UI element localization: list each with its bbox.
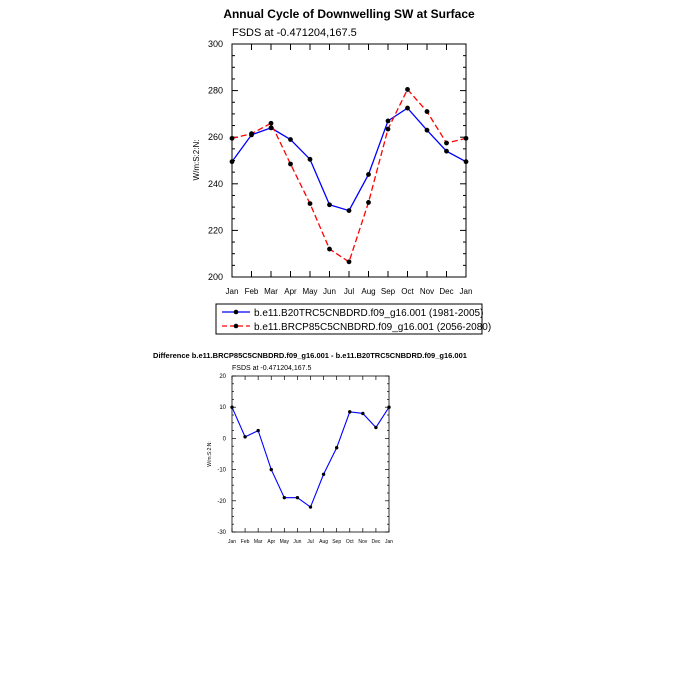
bottom-axis-ticks — [217, 374, 393, 545]
bottom-x-tick-label: Jun — [293, 539, 302, 545]
top-y-tick-label: 200 — [207, 272, 223, 282]
bottom-y-tick-label: -10 — [217, 467, 226, 474]
top-series-line-0 — [232, 108, 466, 211]
top-y-tick-label: 220 — [207, 225, 223, 236]
bottom-chart — [153, 351, 467, 545]
top-x-tick-label: Apr — [284, 287, 297, 296]
bottom-x-tick-label: May — [279, 539, 290, 545]
top-x-tick-label: Mar — [264, 287, 278, 296]
top-y-tick-label: 300 — [207, 39, 223, 49]
bottom-y-tick-label: 20 — [219, 374, 226, 380]
bottom-data-point-0 — [335, 446, 338, 449]
top-data-point-0 — [425, 128, 430, 133]
top-data-point-1 — [425, 109, 430, 114]
legend-label-future: b.e11.BRCP85C5CNBDRD.f09_g16.001 (2056-2080) — [254, 322, 492, 333]
top-y-tick-label: 260 — [207, 132, 223, 143]
bottom-chart-subtitle: FSDS at -0.471204,167.5 — [232, 365, 312, 372]
bottom-data-point-0 — [243, 435, 246, 438]
bottom-data-point-0 — [296, 496, 299, 499]
top-data-point-1 — [347, 259, 352, 264]
legend-marker-future — [234, 324, 239, 329]
top-chart — [192, 7, 491, 334]
bottom-x-tick-label: Apr — [267, 539, 276, 545]
bottom-data-point-0 — [361, 412, 364, 415]
top-x-tick-label: Oct — [401, 287, 414, 296]
top-legend — [216, 304, 491, 334]
bottom-x-tick-label: Oct — [345, 539, 354, 545]
top-data-point-0 — [464, 159, 469, 164]
top-data-point-0 — [269, 125, 274, 130]
top-y-axis-label: W/m:S:2:N: — [192, 139, 201, 181]
top-data-point-0 — [308, 157, 313, 162]
bottom-data-point-0 — [309, 505, 312, 508]
bottom-y-tick-label: -20 — [217, 498, 226, 505]
top-x-tick-label: Jan — [459, 287, 473, 296]
top-chart-title: Annual Cycle of Downwelling SW at Surface — [223, 7, 475, 21]
top-x-tick-label: Dec — [439, 287, 454, 296]
legend-marker-historical — [234, 310, 239, 315]
bottom-x-tick-label: Jan — [227, 539, 237, 545]
top-data-point-1 — [444, 141, 449, 146]
top-data-point-0 — [366, 172, 371, 177]
top-x-tick-label: Jun — [323, 287, 336, 296]
top-series-line-1 — [232, 89, 466, 261]
top-data-point-1 — [249, 131, 254, 136]
top-x-tick-label: May — [302, 287, 318, 296]
top-x-tick-label: Jan — [225, 287, 239, 296]
top-data-point-0 — [405, 106, 410, 111]
bottom-data-point-0 — [387, 406, 390, 409]
top-data-point-0 — [288, 137, 293, 142]
top-data-point-1 — [269, 121, 274, 126]
bottom-x-tick-label: Jul — [307, 539, 314, 545]
top-data-point-1 — [405, 87, 410, 92]
bottom-data-point-0 — [283, 496, 286, 499]
bottom-data-point-0 — [256, 429, 259, 432]
bottom-series-line-0 — [232, 407, 389, 507]
top-data-point-1 — [327, 247, 332, 252]
top-x-tick-label: Sep — [380, 287, 396, 296]
top-data-point-0 — [444, 149, 449, 154]
top-data-point-0 — [386, 118, 391, 123]
bottom-data-point-0 — [348, 410, 351, 413]
bottom-series-group — [230, 406, 390, 509]
top-axis-ticks — [208, 39, 472, 296]
top-data-point-1 — [288, 162, 293, 167]
top-chart-subtitle: FSDS at -0.471204,167.5 — [232, 27, 357, 39]
bottom-y-axis-label: W/m:S:2:N: — [207, 441, 213, 467]
top-data-point-1 — [308, 201, 313, 206]
legend-label-historical: b.e11.B20TRC5CNBDRD.f09_g16.001 (1981-2005) — [254, 308, 484, 319]
bottom-x-tick-label: Nov — [358, 539, 368, 545]
bottom-x-tick-label: Aug — [319, 539, 329, 545]
top-x-tick-label: Aug — [361, 287, 376, 296]
bottom-x-tick-label: Mar — [253, 539, 263, 545]
top-x-tick-label: Nov — [419, 287, 435, 296]
bottom-x-tick-label: Jan — [384, 539, 394, 545]
top-data-point-1 — [366, 200, 371, 205]
bottom-y-tick-label: 0 — [222, 436, 226, 443]
top-plot-frame — [232, 44, 466, 277]
bottom-y-tick-label: 10 — [219, 405, 226, 412]
bottom-data-point-0 — [230, 406, 233, 409]
bottom-x-tick-label: Sep — [332, 539, 342, 545]
top-series-group — [230, 87, 469, 264]
top-x-tick-label: Feb — [244, 287, 259, 296]
bottom-data-point-0 — [374, 426, 377, 429]
bottom-x-tick-label: Dec — [371, 539, 381, 545]
bottom-y-tick-label: -30 — [217, 530, 226, 536]
top-data-point-1 — [386, 127, 391, 132]
top-data-point-0 — [347, 208, 352, 213]
bottom-chart-title: Difference b.e11.BRCP85C5CNBDRD.f09_g16.001 - b.e11.B20TRC5CNBDRD.f09_g16.001 — [153, 351, 467, 360]
top-data-point-1 — [464, 136, 469, 141]
top-x-tick-label: Jul — [343, 287, 355, 296]
bottom-data-point-0 — [322, 473, 325, 476]
top-data-point-0 — [230, 159, 235, 164]
top-y-tick-label: 240 — [207, 178, 223, 189]
bottom-data-point-0 — [270, 468, 273, 471]
top-y-tick-label: 280 — [207, 85, 223, 96]
top-data-point-1 — [230, 136, 235, 141]
bottom-x-tick-label: Feb — [240, 539, 250, 545]
top-data-point-0 — [327, 202, 332, 207]
